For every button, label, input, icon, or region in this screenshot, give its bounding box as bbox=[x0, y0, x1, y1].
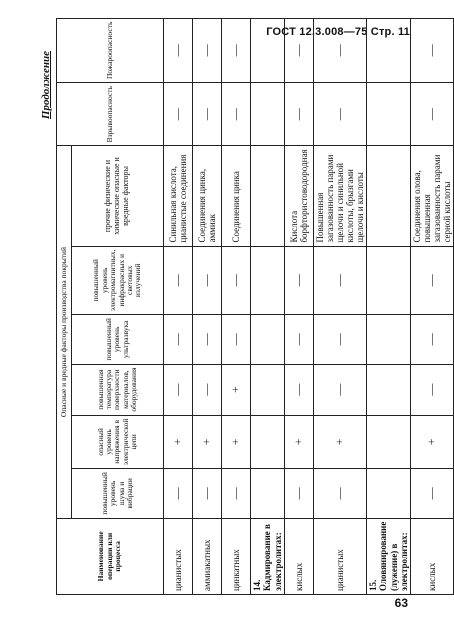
fire-cell: — bbox=[285, 18, 314, 82]
other-factors-cell bbox=[367, 146, 410, 246]
table-body bbox=[164, 18, 454, 594]
hazard-group-header: Опасные и вредные факторы производства покрытий bbox=[57, 146, 72, 518]
table-row bbox=[410, 18, 453, 594]
factor-cell: — bbox=[164, 364, 193, 415]
operation-cell: цинкатных bbox=[222, 518, 251, 594]
factor-cell: + bbox=[222, 364, 251, 415]
factor-cell: — bbox=[285, 246, 314, 315]
operation-cell: цианистых bbox=[314, 518, 367, 594]
factor-cell: — bbox=[410, 315, 453, 365]
factor-cell: — bbox=[193, 315, 222, 365]
factor-cell bbox=[367, 364, 410, 415]
factor-cell: — bbox=[193, 246, 222, 315]
fire-cell: — bbox=[193, 18, 222, 82]
table-group-row bbox=[251, 18, 285, 594]
factor-cell bbox=[367, 315, 410, 365]
factor-cell: — bbox=[285, 469, 314, 519]
page-number: 63 bbox=[394, 596, 408, 610]
col-fire-header: Пожароопасность bbox=[57, 18, 164, 82]
col-noise-header: повышенный уровень шума и вибрации bbox=[72, 469, 164, 519]
fire-cell bbox=[367, 18, 410, 82]
factor-cell bbox=[251, 246, 285, 315]
factor-cell: + bbox=[285, 415, 314, 468]
factor-cell bbox=[251, 364, 285, 415]
explosion-cell: — bbox=[314, 83, 367, 146]
other-factors-cell: Повышенная загазованность парами щелочи и синильной кислоты, брызгами щелочи и кислоты bbox=[314, 146, 367, 246]
factor-cell: — bbox=[164, 315, 193, 365]
factor-cell: + bbox=[164, 415, 193, 468]
explosion-cell: — bbox=[410, 83, 453, 146]
continuation-label: Продолжение bbox=[40, 51, 52, 120]
factor-cell: — bbox=[314, 246, 367, 315]
fire-cell: — bbox=[222, 18, 251, 82]
col-other-factors-header: прочие физические и химические опасные и вредные факторы bbox=[72, 146, 164, 246]
explosion-cell: — bbox=[222, 83, 251, 146]
col-radiation-header: повышенный уровень электромагнитных, инфракрасных и световых излучений bbox=[72, 246, 164, 315]
table-group-row bbox=[367, 18, 410, 594]
operation-cell: аммиакатных bbox=[193, 518, 222, 594]
factor-cell: + bbox=[314, 415, 367, 468]
operation-cell: кислых bbox=[410, 518, 453, 594]
col-operation-header: Наименование операции или процесса bbox=[57, 518, 164, 594]
other-factors-cell: Соединения олова, повышенная загазованность парами серной кислоты bbox=[410, 146, 453, 246]
fire-cell: — bbox=[164, 18, 193, 82]
factor-cell: — bbox=[222, 315, 251, 365]
factor-cell: — bbox=[285, 315, 314, 365]
factor-cell: — bbox=[222, 246, 251, 315]
factor-cell: — bbox=[164, 246, 193, 315]
factor-cell bbox=[251, 315, 285, 365]
factor-cell: + bbox=[410, 415, 453, 468]
factor-cell: + bbox=[193, 415, 222, 468]
factor-cell bbox=[367, 415, 410, 468]
other-factors-cell: Кислота борфтористоводородная bbox=[285, 146, 314, 246]
factor-cell bbox=[367, 469, 410, 519]
explosion-cell bbox=[367, 83, 410, 146]
table-row bbox=[164, 18, 193, 594]
col-temperature-header: повышенная температура поверхности материалов, оборудования bbox=[72, 364, 164, 415]
operation-cell: 14. Кадмирование в электролитах: bbox=[251, 518, 285, 594]
other-factors-cell: Соединения цинка, аммиак bbox=[193, 146, 222, 246]
factor-cell: — bbox=[314, 315, 367, 365]
factor-cell: — bbox=[314, 364, 367, 415]
factor-cell: — bbox=[222, 469, 251, 519]
fire-cell: — bbox=[410, 18, 453, 82]
factor-cell bbox=[251, 415, 285, 468]
factor-cell: + bbox=[222, 415, 251, 468]
col-explosion-header: Взрывоопасность bbox=[57, 83, 164, 146]
table-row bbox=[193, 18, 222, 594]
explosion-cell: — bbox=[193, 83, 222, 146]
fire-cell bbox=[251, 18, 285, 82]
factor-cell: — bbox=[410, 469, 453, 519]
factor-cell: — bbox=[193, 364, 222, 415]
col-voltage-header: опасный уровень напряжения в электрической цепи bbox=[72, 415, 164, 468]
factor-cell: — bbox=[410, 246, 453, 315]
table-row bbox=[222, 18, 251, 594]
hazard-table bbox=[56, 18, 454, 595]
factor-cell: — bbox=[164, 469, 193, 519]
other-factors-cell: Соединения цинка bbox=[222, 146, 251, 246]
other-factors-cell: Синильная кислота, цианистые соединения bbox=[164, 146, 193, 246]
explosion-cell: — bbox=[285, 83, 314, 146]
operation-cell: 15. Оловянирование (лужение) в электролитах: bbox=[367, 518, 410, 594]
fire-cell: — bbox=[314, 18, 367, 82]
explosion-cell: — bbox=[164, 83, 193, 146]
page-header: ГОСТ 12.3.008—75 Стр. 11 bbox=[266, 26, 410, 38]
factor-cell: — bbox=[410, 364, 453, 415]
table-row bbox=[285, 18, 314, 594]
factor-cell bbox=[367, 246, 410, 315]
factor-cell: — bbox=[193, 469, 222, 519]
factor-cell bbox=[251, 469, 285, 519]
operation-cell: цианистых bbox=[164, 518, 193, 594]
explosion-cell bbox=[251, 83, 285, 146]
table-row bbox=[314, 18, 367, 594]
other-factors-cell bbox=[251, 146, 285, 246]
col-ultrasound-header: повышенный уровень ультразвука bbox=[72, 315, 164, 365]
factor-cell: — bbox=[314, 469, 367, 519]
operation-cell: кислых bbox=[285, 518, 314, 594]
factor-cell: — bbox=[285, 364, 314, 415]
